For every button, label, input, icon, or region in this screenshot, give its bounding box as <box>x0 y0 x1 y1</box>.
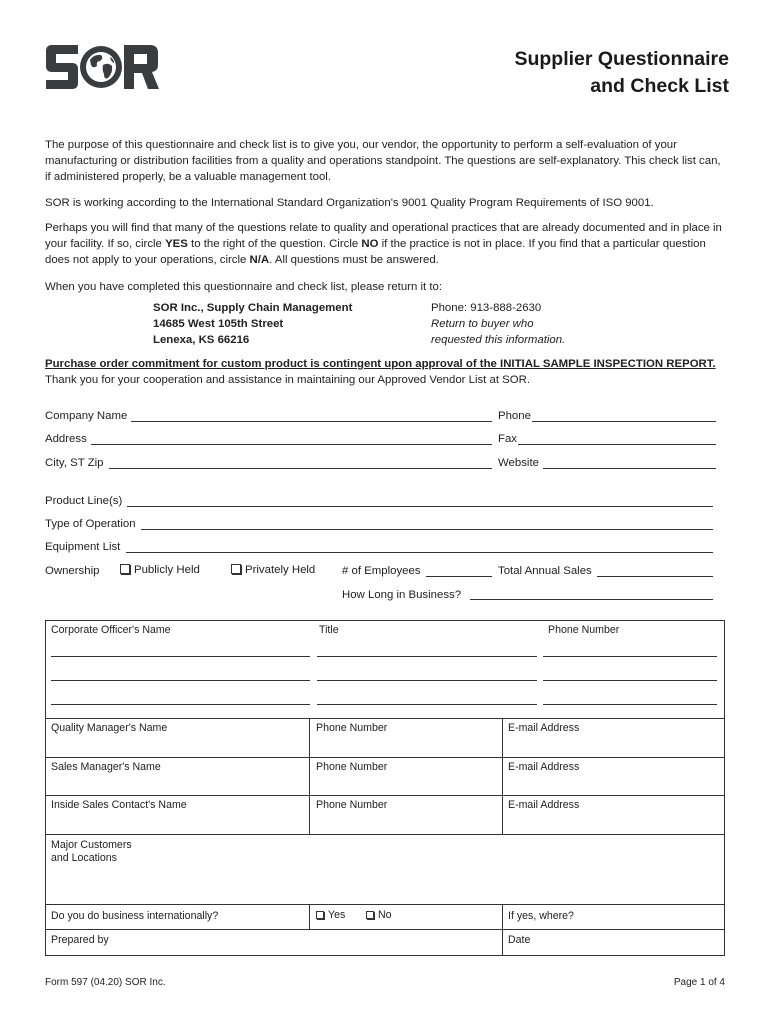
phone-number-header: Phone Number <box>548 624 620 636</box>
return-contact <box>431 300 565 348</box>
product-line-label: Product Line(s) <box>45 495 123 507</box>
p3-yes: YES <box>165 238 188 251</box>
table-divider <box>45 718 725 719</box>
address-city: Lenexa, KS 66216 <box>153 334 250 346</box>
ownership-label: Ownership <box>45 565 100 577</box>
company-name-label: Company Name <box>45 410 128 422</box>
officer-phone-1[interactable] <box>543 656 717 657</box>
publicly-held-checkbox[interactable] <box>120 564 130 574</box>
company-name-field[interactable] <box>131 421 492 422</box>
officer-name-3[interactable] <box>51 704 310 705</box>
quality-phone-label: Phone Number <box>316 722 388 734</box>
equipment-list-field[interactable] <box>126 552 713 553</box>
p3-text-d: . All questions must be answered. <box>269 254 439 267</box>
contact-note-2: requested this information. <box>431 334 566 346</box>
table-divider <box>45 757 725 758</box>
if-yes-where-label: If yes, where? <box>508 910 574 922</box>
intro-paragraph-2: SOR is working according to the International Standard Organization's 9001 Quality Program Requirements of ISO 9001. <box>45 197 654 209</box>
equipment-list-label: Equipment List <box>45 541 121 553</box>
officer-title-3[interactable] <box>317 704 537 705</box>
officer-phone-2[interactable] <box>543 680 717 681</box>
quality-email-label: E-mail Address <box>508 722 580 734</box>
inside-sales-label: Inside Sales Contact's Name <box>51 799 187 811</box>
p3-na: N/A <box>249 254 270 267</box>
table-divider <box>45 795 725 796</box>
intro-paragraph-3 <box>45 220 725 269</box>
inside-sales-phone-label: Phone Number <box>316 799 388 811</box>
major-customers-line-2: and Locations <box>51 852 117 864</box>
officer-title-1[interactable] <box>317 656 537 657</box>
website-label: Website <box>498 457 539 469</box>
international-no-option[interactable] <box>366 909 392 921</box>
date-label: Date <box>508 934 531 946</box>
document-title <box>514 46 729 100</box>
city-field[interactable] <box>109 468 492 469</box>
yes-label: Yes <box>328 909 346 921</box>
table-column-divider <box>309 904 310 929</box>
contact-phone: Phone: 913-888-2630 <box>431 302 542 314</box>
address-field[interactable] <box>91 444 492 445</box>
international-question: Do you do business internationally? <box>51 910 219 922</box>
city-label: City, ST Zip <box>45 457 104 469</box>
contact-note-1: Return to buyer who <box>431 318 534 330</box>
table-divider <box>45 834 725 835</box>
sales-email-label: E-mail Address <box>508 761 580 773</box>
employees-field[interactable] <box>426 576 492 577</box>
no-checkbox[interactable] <box>366 911 374 919</box>
publicly-held-option[interactable] <box>120 564 200 576</box>
type-of-operation-field[interactable] <box>141 529 713 530</box>
sales-manager-label: Sales Manager's Name <box>51 761 161 773</box>
intro-paragraph-1: The purpose of this questionnaire and check list is to give you, our vendor, the opportunity to perform a self-evaluation of your manufacturing or distribution facilities from a quality and operations standpoint. The questions are self-explanatory. This check list can, if administered properly, be a valuable management tool. <box>45 139 721 184</box>
total-sales-label: Total Annual Sales <box>498 565 592 577</box>
international-yes-option[interactable] <box>316 909 345 921</box>
p3-text-c: if the practice is not in place. If you find that a particular question does not apply to your operations, circle <box>45 238 706 267</box>
how-long-label: How Long in Business? <box>342 589 462 601</box>
contacts-table <box>45 620 725 956</box>
thanks-notice: Thank you for your cooperation and assistance in maintaining our Approved Vendor List at SOR. <box>45 374 531 386</box>
title-line-2: and Check List <box>590 75 729 97</box>
corporate-officer-header: Corporate Officer's Name <box>51 624 171 636</box>
yes-checkbox[interactable] <box>316 911 324 919</box>
major-customers-label <box>51 839 132 865</box>
phone-field[interactable] <box>532 421 716 422</box>
commitment-notice: Purchase order commitment for custom product is contingent upon approval of the INITIAL SAMPLE INSPECTION REPORT. <box>45 358 716 370</box>
major-customers-line-1: Major Customers <box>51 839 132 851</box>
website-field[interactable] <box>543 468 716 469</box>
page-number: Page 1 of 4 <box>673 977 725 988</box>
table-divider <box>45 904 725 905</box>
fax-label: Fax <box>498 433 517 445</box>
title-header: Title <box>319 624 339 636</box>
how-long-field[interactable] <box>470 599 713 600</box>
sor-logo <box>44 43 160 91</box>
address-name: SOR Inc., Supply Chain Management <box>153 302 353 314</box>
type-of-operation-label: Type of Operation <box>45 518 136 530</box>
prepared-by-label: Prepared by <box>51 934 109 946</box>
sales-phone-label: Phone Number <box>316 761 388 773</box>
title-line-1: Supplier Questionnaire <box>514 48 729 70</box>
return-address <box>153 300 352 348</box>
table-column-divider <box>309 718 310 834</box>
p3-text-b: to the right of the question. Circle <box>187 238 362 251</box>
no-label: No <box>378 909 392 921</box>
total-sales-field[interactable] <box>597 576 713 577</box>
p3-no: NO <box>361 238 379 251</box>
officer-name-1[interactable] <box>51 656 310 657</box>
privately-held-checkbox[interactable] <box>231 564 241 574</box>
table-divider <box>45 929 725 930</box>
table-column-divider <box>502 718 503 834</box>
intro-paragraph-4: When you have completed this questionnaire and check list, please return it to: <box>45 281 442 293</box>
officer-phone-3[interactable] <box>543 704 717 705</box>
officer-name-2[interactable] <box>51 680 310 681</box>
publicly-held-label: Publicly Held <box>134 564 200 576</box>
privately-held-option[interactable] <box>231 564 315 576</box>
fax-field[interactable] <box>518 444 716 445</box>
address-label: Address <box>45 433 87 445</box>
quality-manager-label: Quality Manager's Name <box>51 722 168 734</box>
employees-label: # of Employees <box>342 565 421 577</box>
officer-title-2[interactable] <box>317 680 537 681</box>
inside-sales-email-label: E-mail Address <box>508 799 580 811</box>
form-number: Form 597 (04.20) SOR Inc. <box>45 977 166 988</box>
table-column-divider <box>502 904 503 956</box>
privately-held-label: Privately Held <box>245 564 316 576</box>
phone-label: Phone <box>498 410 531 422</box>
p3-text-a: Perhaps you will find that many of the questions relate to quality and operational practices that are already documented and in place in your facility. If so, circle <box>45 222 722 251</box>
address-street: 14685 West 105th Street <box>153 318 284 330</box>
product-line-field[interactable] <box>127 506 713 507</box>
